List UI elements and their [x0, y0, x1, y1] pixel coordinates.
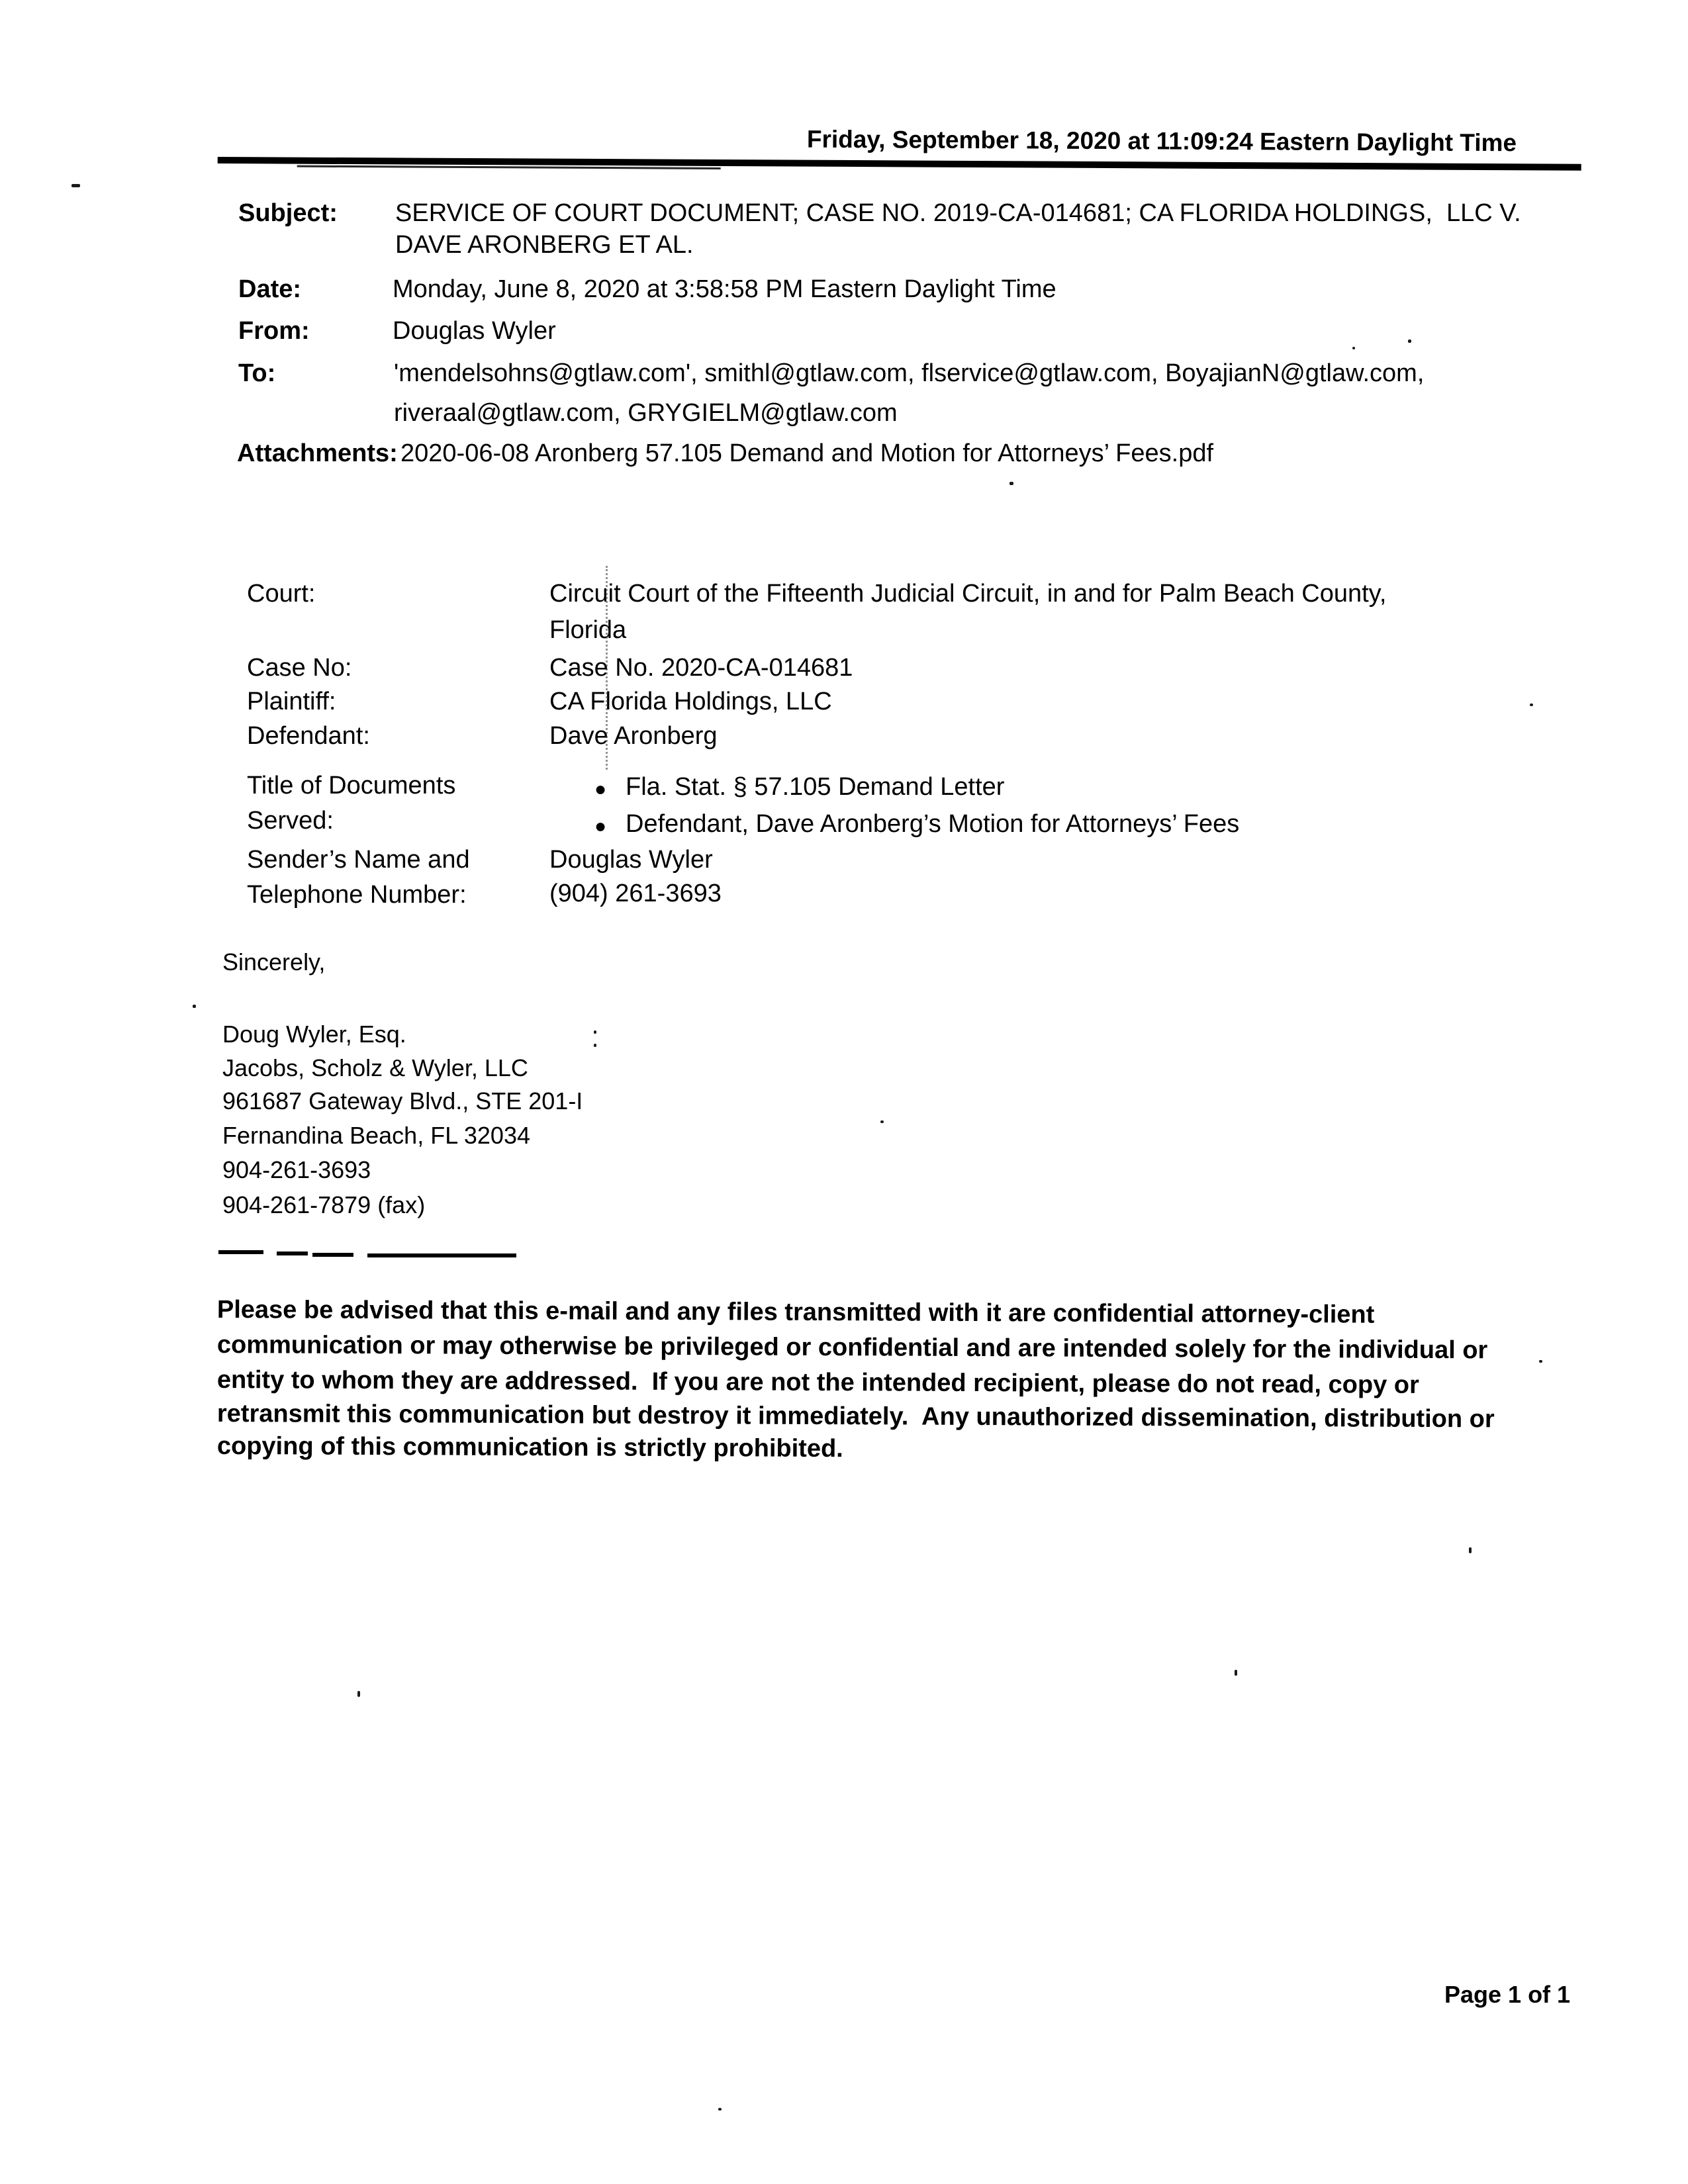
from-value: Douglas Wyler: [393, 317, 556, 345]
date-value: Monday, June 8, 2020 at 3:58:58 PM Eastern Daylight Time: [393, 275, 1056, 303]
scan-speck: [1408, 340, 1411, 343]
defendant-label: Defendant:: [247, 722, 370, 750]
court-value-line-1: Circuit Court of the Fifteenth Judicial Circuit, in and for Palm Beach County,: [549, 580, 1387, 608]
documents-served-label-line-1: Title of Documents: [247, 772, 456, 799]
scan-speck: [594, 1044, 596, 1047]
attachments-label: Attachments:: [237, 439, 398, 467]
signature-divider-segment: [367, 1253, 516, 1257]
disclaimer-line-5: copying of this communication is strictly prohibited.: [216, 1432, 843, 1463]
document-served-item-2: Defendant, Dave Aronberg’s Motion for Attorneys’ Fees: [626, 810, 1240, 838]
signature-firm: Jacobs, Scholz & Wyler, LLC: [222, 1054, 528, 1081]
to-line-1: 'mendelsohns@gtlaw.com', smithl@gtlaw.com, flservice@gtlaw.com, BoyajianN@gtlaw.com,: [394, 359, 1425, 387]
scan-speck: [71, 184, 80, 187]
scan-speck: [1009, 482, 1013, 485]
to-label: To:: [238, 359, 276, 387]
header-rule-fragment: [297, 165, 721, 169]
case-no-value: Case No. 2020-CA-014681: [549, 654, 853, 682]
scan-speck: [1530, 704, 1533, 706]
scan-speck: [1469, 1547, 1472, 1553]
closing-salutation: Sincerely,: [222, 948, 326, 976]
scan-speck: [594, 1030, 596, 1034]
plaintiff-value: CA Florida Holdings, LLC: [549, 688, 832, 715]
sender-phone-value: (904) 261-3693: [549, 880, 722, 907]
sender-name-value: Douglas Wyler: [549, 846, 713, 874]
signature-divider-segment: [277, 1251, 308, 1255]
signature-street: 961687 Gateway Blvd., STE 201-I: [222, 1087, 583, 1115]
attachments-value: 2020-06-08 Aronberg 57.105 Demand and Motion for Attorneys’ Fees.pdf: [400, 439, 1214, 467]
signature-fax: 904-261-7879 (fax): [222, 1191, 426, 1218]
plaintiff-label: Plaintiff:: [247, 688, 336, 715]
scan-timestamp: Friday, September 18, 2020 at 11:09:24 Eastern Daylight Time: [806, 125, 1517, 157]
scan-speck: [1235, 1670, 1237, 1676]
signature-divider-segment: [312, 1253, 353, 1257]
header-rule: [218, 157, 1581, 171]
disclaimer-line-3: entity to whom they are addressed. If you are not the intended recipient, please do not read, copy or: [216, 1366, 1419, 1399]
scan-speck: [1539, 1360, 1542, 1363]
subject-label: Subject:: [238, 199, 338, 227]
bullet-icon: ●: [594, 778, 607, 800]
defendant-value: Dave Aronberg: [549, 722, 718, 750]
scan-header: [217, 0, 1688, 206]
from-label: From:: [238, 317, 310, 345]
signature-phone: 904-261-3693: [222, 1156, 371, 1183]
signature-name: Doug Wyler, Esq.: [222, 1021, 406, 1048]
court-label: Court:: [247, 580, 316, 608]
signature-city: Fernandina Beach, FL 32034: [222, 1122, 530, 1149]
document-served-item-1: Fla. Stat. § 57.105 Demand Letter: [626, 773, 1005, 801]
subject-line-2: DAVE ARONBERG ET AL.: [395, 231, 694, 259]
disclaimer-line-2: communication or may otherwise be privileged or confidential and are intended solely for the individual or: [216, 1331, 1488, 1365]
sender-label-line-2: Telephone Number:: [247, 881, 467, 909]
page-indicator: Page 1 of 1: [1444, 1981, 1571, 2008]
signature-divider-segment: [218, 1250, 263, 1254]
disclaimer-line-4: retransmit this communication but destroy it immediately. Any unauthorized dissemination, distribution or: [216, 1400, 1495, 1433]
scan-artifact-dotted-line: [606, 566, 608, 770]
scan-speck: [880, 1120, 884, 1123]
case-no-label: Case No:: [247, 654, 352, 682]
scan-speck: [193, 1005, 196, 1008]
sender-label-line-1: Sender’s Name and: [247, 846, 470, 874]
court-value-line-2: Florida: [549, 616, 627, 644]
scan-speck: [1352, 347, 1355, 349]
scan-speck: [718, 2108, 722, 2111]
bullet-icon: ●: [594, 815, 607, 837]
documents-served-label-line-2: Served:: [247, 807, 334, 835]
date-label: Date:: [238, 275, 302, 303]
subject-line-1: SERVICE OF COURT DOCUMENT; CASE NO. 2019-CA-014681; CA FLORIDA HOLDINGS, LLC V.: [395, 199, 1521, 227]
scan-speck: [357, 1691, 360, 1697]
to-line-2: riveraal@gtlaw.com, GRYGIELM@gtlaw.com: [394, 399, 898, 427]
disclaimer-line-1: Please be advised that this e-mail and any files transmitted with it are confidential attorney-client: [216, 1296, 1375, 1329]
